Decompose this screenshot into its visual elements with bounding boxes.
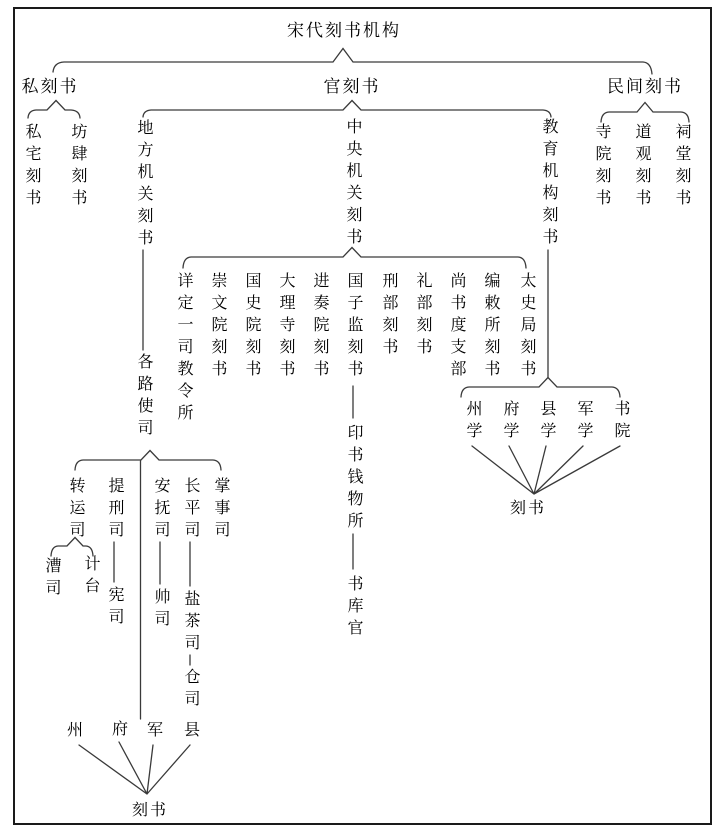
node-school-xian: 县学 <box>538 400 555 444</box>
brace-folk <box>601 103 689 123</box>
node-office-dali: 大理寺刻书 <box>277 272 294 382</box>
node-school-zhou: 州学 <box>464 400 481 444</box>
node-gelushisi: 各路使司 <box>135 353 152 441</box>
node-local-org: 地方机关刻书 <box>135 119 152 251</box>
brace-central <box>183 248 526 269</box>
node-office-bianchi: 编敕所刻书 <box>482 272 499 382</box>
node-education-org: 教育机构刻书 <box>540 118 557 250</box>
node-zhangshisi: 掌事司 <box>212 477 229 543</box>
node-office-guozijian: 国子监刻书 <box>345 272 362 382</box>
node-school-jun: 军学 <box>575 400 592 444</box>
node-private-house: 私宅刻书 <box>23 123 40 211</box>
node-shuaisi: 帅司 <box>152 588 169 632</box>
node-temple: 寺院刻书 <box>593 123 610 211</box>
node-caosi: 漕司 <box>43 557 60 601</box>
node-office-duzhi: 尚书度支部 <box>448 272 465 382</box>
fan-schools <box>472 446 620 494</box>
node-xiansi: 宪司 <box>106 586 123 630</box>
brace-gelushisi <box>75 451 221 471</box>
node-office-libu: 礼部刻书 <box>414 272 431 360</box>
brace-root <box>53 49 652 75</box>
node-local-result: 刻书 <box>131 802 169 819</box>
node-office-jinzou: 进奏院刻书 <box>311 272 328 382</box>
node-school-fu: 府学 <box>501 400 518 444</box>
node-cangsi: 仓司 <box>182 668 199 712</box>
node-jitai: 计台 <box>82 555 99 599</box>
node-office-xingbu: 刑部刻书 <box>380 272 397 360</box>
brace-official <box>143 101 551 118</box>
node-yinshu-qianwusuo: 印书钱物所 <box>345 424 362 534</box>
node-ancestral-hall: 祠堂刻书 <box>673 123 690 211</box>
node-central-org: 中央机关刻书 <box>344 118 361 250</box>
node-folk: 民间刻书 <box>607 77 683 96</box>
node-unit-zhou: 州 <box>66 722 86 739</box>
node-education-result: 刻书 <box>509 500 547 517</box>
node-official: 官刻书 <box>323 77 381 96</box>
node-office-guoshi: 国史院刻书 <box>243 272 260 382</box>
node-unit-fu: 府 <box>111 721 131 738</box>
node-office-chongwen: 崇文院刻书 <box>209 272 226 382</box>
node-anfusi: 安抚司 <box>152 477 169 543</box>
node-office-xiangding: 详定一司教令所 <box>175 272 192 426</box>
brace-private <box>28 101 80 119</box>
node-tixingsi: 提刑司 <box>106 477 123 543</box>
node-unit-jun: 军 <box>146 722 166 739</box>
node-daoist: 道观刻书 <box>633 123 650 211</box>
fan-units <box>79 742 190 794</box>
node-shuyuan: 书院 <box>612 400 629 444</box>
node-fangsi-shop: 坊肆刻书 <box>69 123 86 211</box>
node-private: 私刻书 <box>21 77 79 96</box>
node-shukuguan: 书库官 <box>345 575 362 641</box>
node-office-taishiju: 太史局刻书 <box>518 272 535 382</box>
node-zhuanyunsi: 转运司 <box>67 477 84 543</box>
node-changpingsi: 长平司 <box>182 477 199 543</box>
node-root-title: 宋代刻书机构 <box>287 21 401 40</box>
node-unit-xian: 县 <box>183 722 203 739</box>
node-yanchasi: 盐茶司 <box>182 590 199 656</box>
